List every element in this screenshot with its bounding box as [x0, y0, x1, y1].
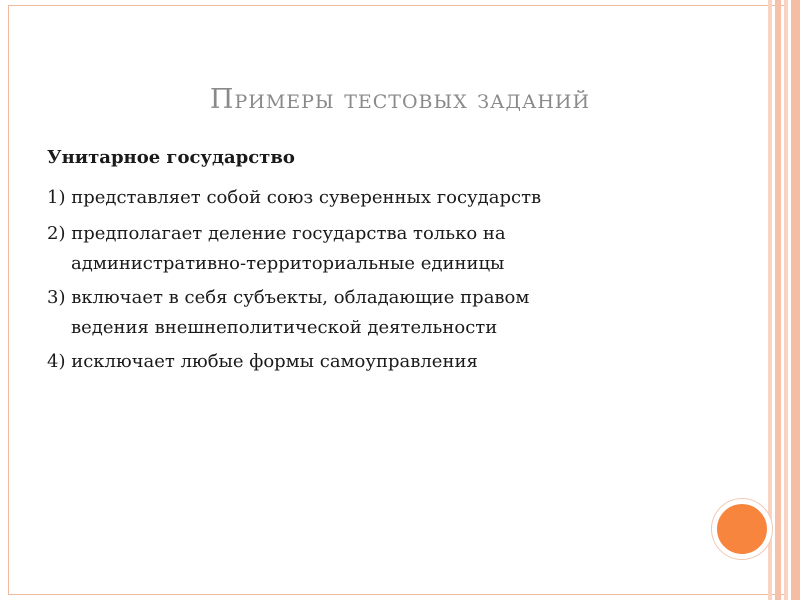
- slide-content: [47, 146, 737, 382]
- answer-option-3: [47, 282, 737, 342]
- answer-option-2: [47, 218, 737, 278]
- stripe: [775, 0, 781, 600]
- answer-option-text: 4) исключает любые формы самоуправления: [47, 351, 478, 372]
- stripe: [768, 0, 772, 600]
- answer-option-4: [47, 346, 737, 378]
- slide-title: Примеры тестовых заданий: [209, 84, 591, 115]
- answer-option-1: [47, 182, 737, 214]
- stripe: [791, 0, 800, 600]
- answer-option-text: 3) включает в себя субъекты, обладающие правом: [47, 287, 530, 308]
- answer-option-text-continued: ведения внешнеполитической деятельности: [71, 317, 498, 338]
- answer-option-text: 2) предполагает деление государства только на: [47, 223, 506, 244]
- answer-option-text-continued: административно-территориальные единицы: [71, 253, 505, 274]
- question-text: Унитарное государство: [47, 147, 295, 168]
- answer-option-text: 1) представляет собой союз суверенных государств: [47, 187, 542, 208]
- stripe: [784, 0, 788, 600]
- decorative-stripes: [764, 0, 800, 600]
- decorative-circle: [712, 499, 772, 559]
